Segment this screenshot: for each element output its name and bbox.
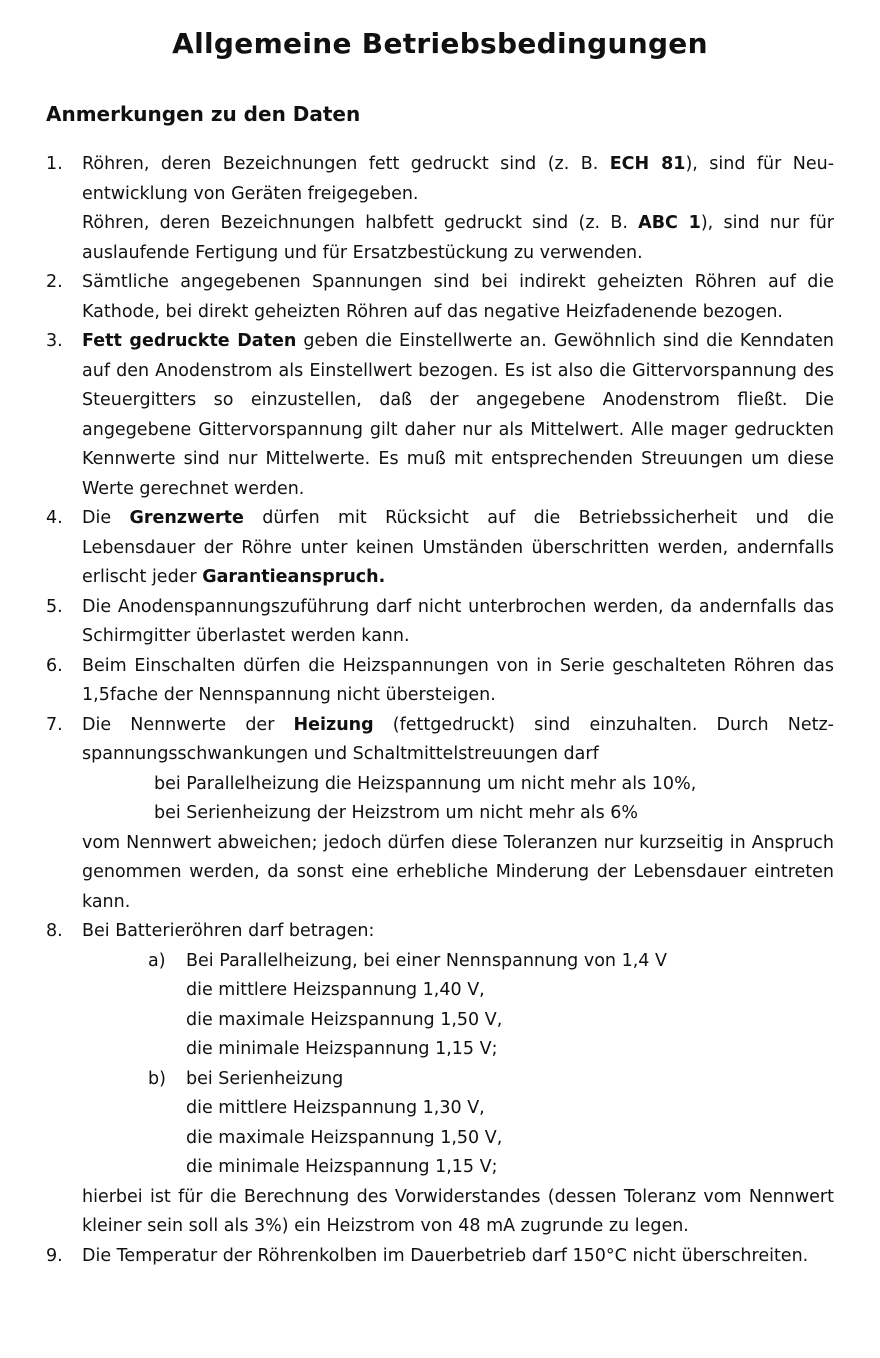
text-run: Die (82, 508, 130, 528)
list-item-9 (0, 1242, 880, 1272)
text-run: geben die Einstellwerte an. Gewöhnlich sind die Kenndaten auf den Anodenstrom als Einstellwert bezogen. Es ist also die Gittervorspannung des Steuergitters so einzustellen, daß der angegebene Anodenstrom fließt. Die angegebene Gittervorspannung gilt daher nur als Mittelwert. Alle mager gedruckten Kennwerte sind nur Mittelwerte. Es muß mit entsprechenden Streuungen um diese Werte gerechnet werden. (82, 331, 834, 499)
text-run: bei Serienheizung (186, 1068, 344, 1089)
text-run: Röhren, deren Bezeichnungen halbfett gedruckt sind (z. B. (82, 213, 639, 233)
bold-text: Fett gedruckte Daten (82, 331, 297, 351)
bold-text: ECH 81 (609, 154, 686, 174)
item-number: 6. (46, 655, 63, 676)
item-paragraph (82, 150, 834, 209)
list-item-1 (0, 150, 880, 268)
item-paragraph (82, 327, 834, 504)
text-run: ), sind nur für auslaufende Fertigung und für Ersatzbestückung zu verwenden. (82, 213, 834, 263)
item-paragraph: Bei Batterieröhren darf betragen: (82, 921, 375, 941)
item-number: 1. (46, 154, 63, 174)
item-number: 8. (46, 921, 63, 941)
item-number: 3. (46, 331, 63, 351)
section-heading: Anmerkungen zu den Daten (46, 102, 361, 126)
bold-text: Garantieanspruch. (202, 567, 386, 587)
item-number: 9. (46, 1245, 63, 1266)
sub-item-a (82, 947, 834, 977)
notes-list (0, 150, 880, 1271)
sub-item-label: b) (148, 1068, 166, 1089)
indented-line: die mittlere Heizspannung 1,30 V, (186, 1098, 485, 1118)
text-run: dürfen mit Rücksicht auf die Betriebssicherheit und die Lebensdauer der Röhre unter keinen Umständen überschritten werden, andernfalls erlischt jeder (82, 508, 835, 587)
indented-line: die mittlere Heizspannung 1,40 V, (186, 980, 485, 1000)
item-number: 2. (46, 272, 63, 292)
text-run: (fettgedruckt) sind einzuhalten. Durch Netzspannungsschwankungen und Schaltmittelstreuungen darf (82, 714, 834, 764)
indented-line: bei Parallelheizung die Heizspannung um nicht mehr als 10%, (154, 773, 697, 794)
bold-text: ABC 1 (638, 213, 701, 233)
list-item-2 (0, 268, 880, 327)
sub-item-label: a) (148, 950, 166, 971)
sub-item-b (82, 1065, 834, 1095)
indented-line: die minimale Heizspannung 1,15 V; (186, 1039, 498, 1059)
list-item-8 (0, 917, 880, 1242)
text-run: Die Nennwerte der (82, 714, 294, 735)
item-paragraph: Die Temperatur der Röhrenkolben im Dauerbetrieb darf 150°C nicht überschreiten. (82, 1245, 809, 1266)
page-title: Allgemeine Betriebsbedingungen (172, 27, 708, 60)
list-item-6 (0, 652, 880, 711)
bold-text: Heizung (293, 714, 374, 735)
text-run: Bei Parallelheizung, bei einer Nennspannung von 1,4 V (186, 950, 667, 971)
item-paragraph (82, 209, 834, 268)
indented-line: die maximale Heizspannung 1,50 V, (186, 1127, 503, 1148)
indented-line: bei Serienheizung der Heizstrom um nicht mehr als 6% (154, 803, 639, 823)
bold-text: Grenzwerte (129, 508, 244, 528)
text-run: Röhren, deren Bezeichnungen fett gedruckt sind (z. B. (82, 154, 610, 174)
item-paragraph: Die Anodenspannungszuführung darf nicht unterbrochen werden, da andernfalls das Schirmgitter überlastet werden kann. (82, 596, 834, 646)
list-item-3 (0, 327, 880, 504)
indented-line: die maximale Heizspannung 1,50 V, (186, 1009, 503, 1030)
item-paragraph: Beim Einschalten dürfen die Heizspannungen von in Serie geschalteten Röhren das 1,5fache der Nennspannung nicht übersteigen. (82, 655, 834, 705)
list-item-5 (0, 593, 880, 652)
item-paragraph (82, 711, 834, 770)
item-paragraph: hierbei ist für die Berechnung des Vorwiderstandes (dessen Toleranz vom Nennwert kleiner sein soll als 3%) ein Heizstrom von 48 mA zugrunde zu legen. (82, 1186, 834, 1236)
item-number: 5. (46, 596, 63, 617)
text-run: ), sind für Neuentwicklung von Geräten freigegeben. (82, 154, 835, 204)
item-paragraph (82, 504, 834, 593)
list-item-4 (0, 504, 880, 593)
indented-line: die minimale Heizspannung 1,15 V; (186, 1157, 498, 1177)
item-number: 4. (46, 508, 63, 528)
item-number: 7. (46, 714, 63, 735)
item-paragraph: vom Nennwert abweichen; jedoch dürfen diese Toleranzen nur kurzseitig in Anspruch genommen werden, da sonst eine erhebliche Minderung der Lebensdauer eintreten kann. (82, 832, 834, 912)
item-paragraph: Sämtliche angegebenen Spannungen sind bei indirekt geheizten Röhren auf die Kathode, bei direkt geheizten Röhren auf das negative Heizfadenende bezogen. (82, 272, 834, 322)
list-item-7 (0, 711, 880, 918)
